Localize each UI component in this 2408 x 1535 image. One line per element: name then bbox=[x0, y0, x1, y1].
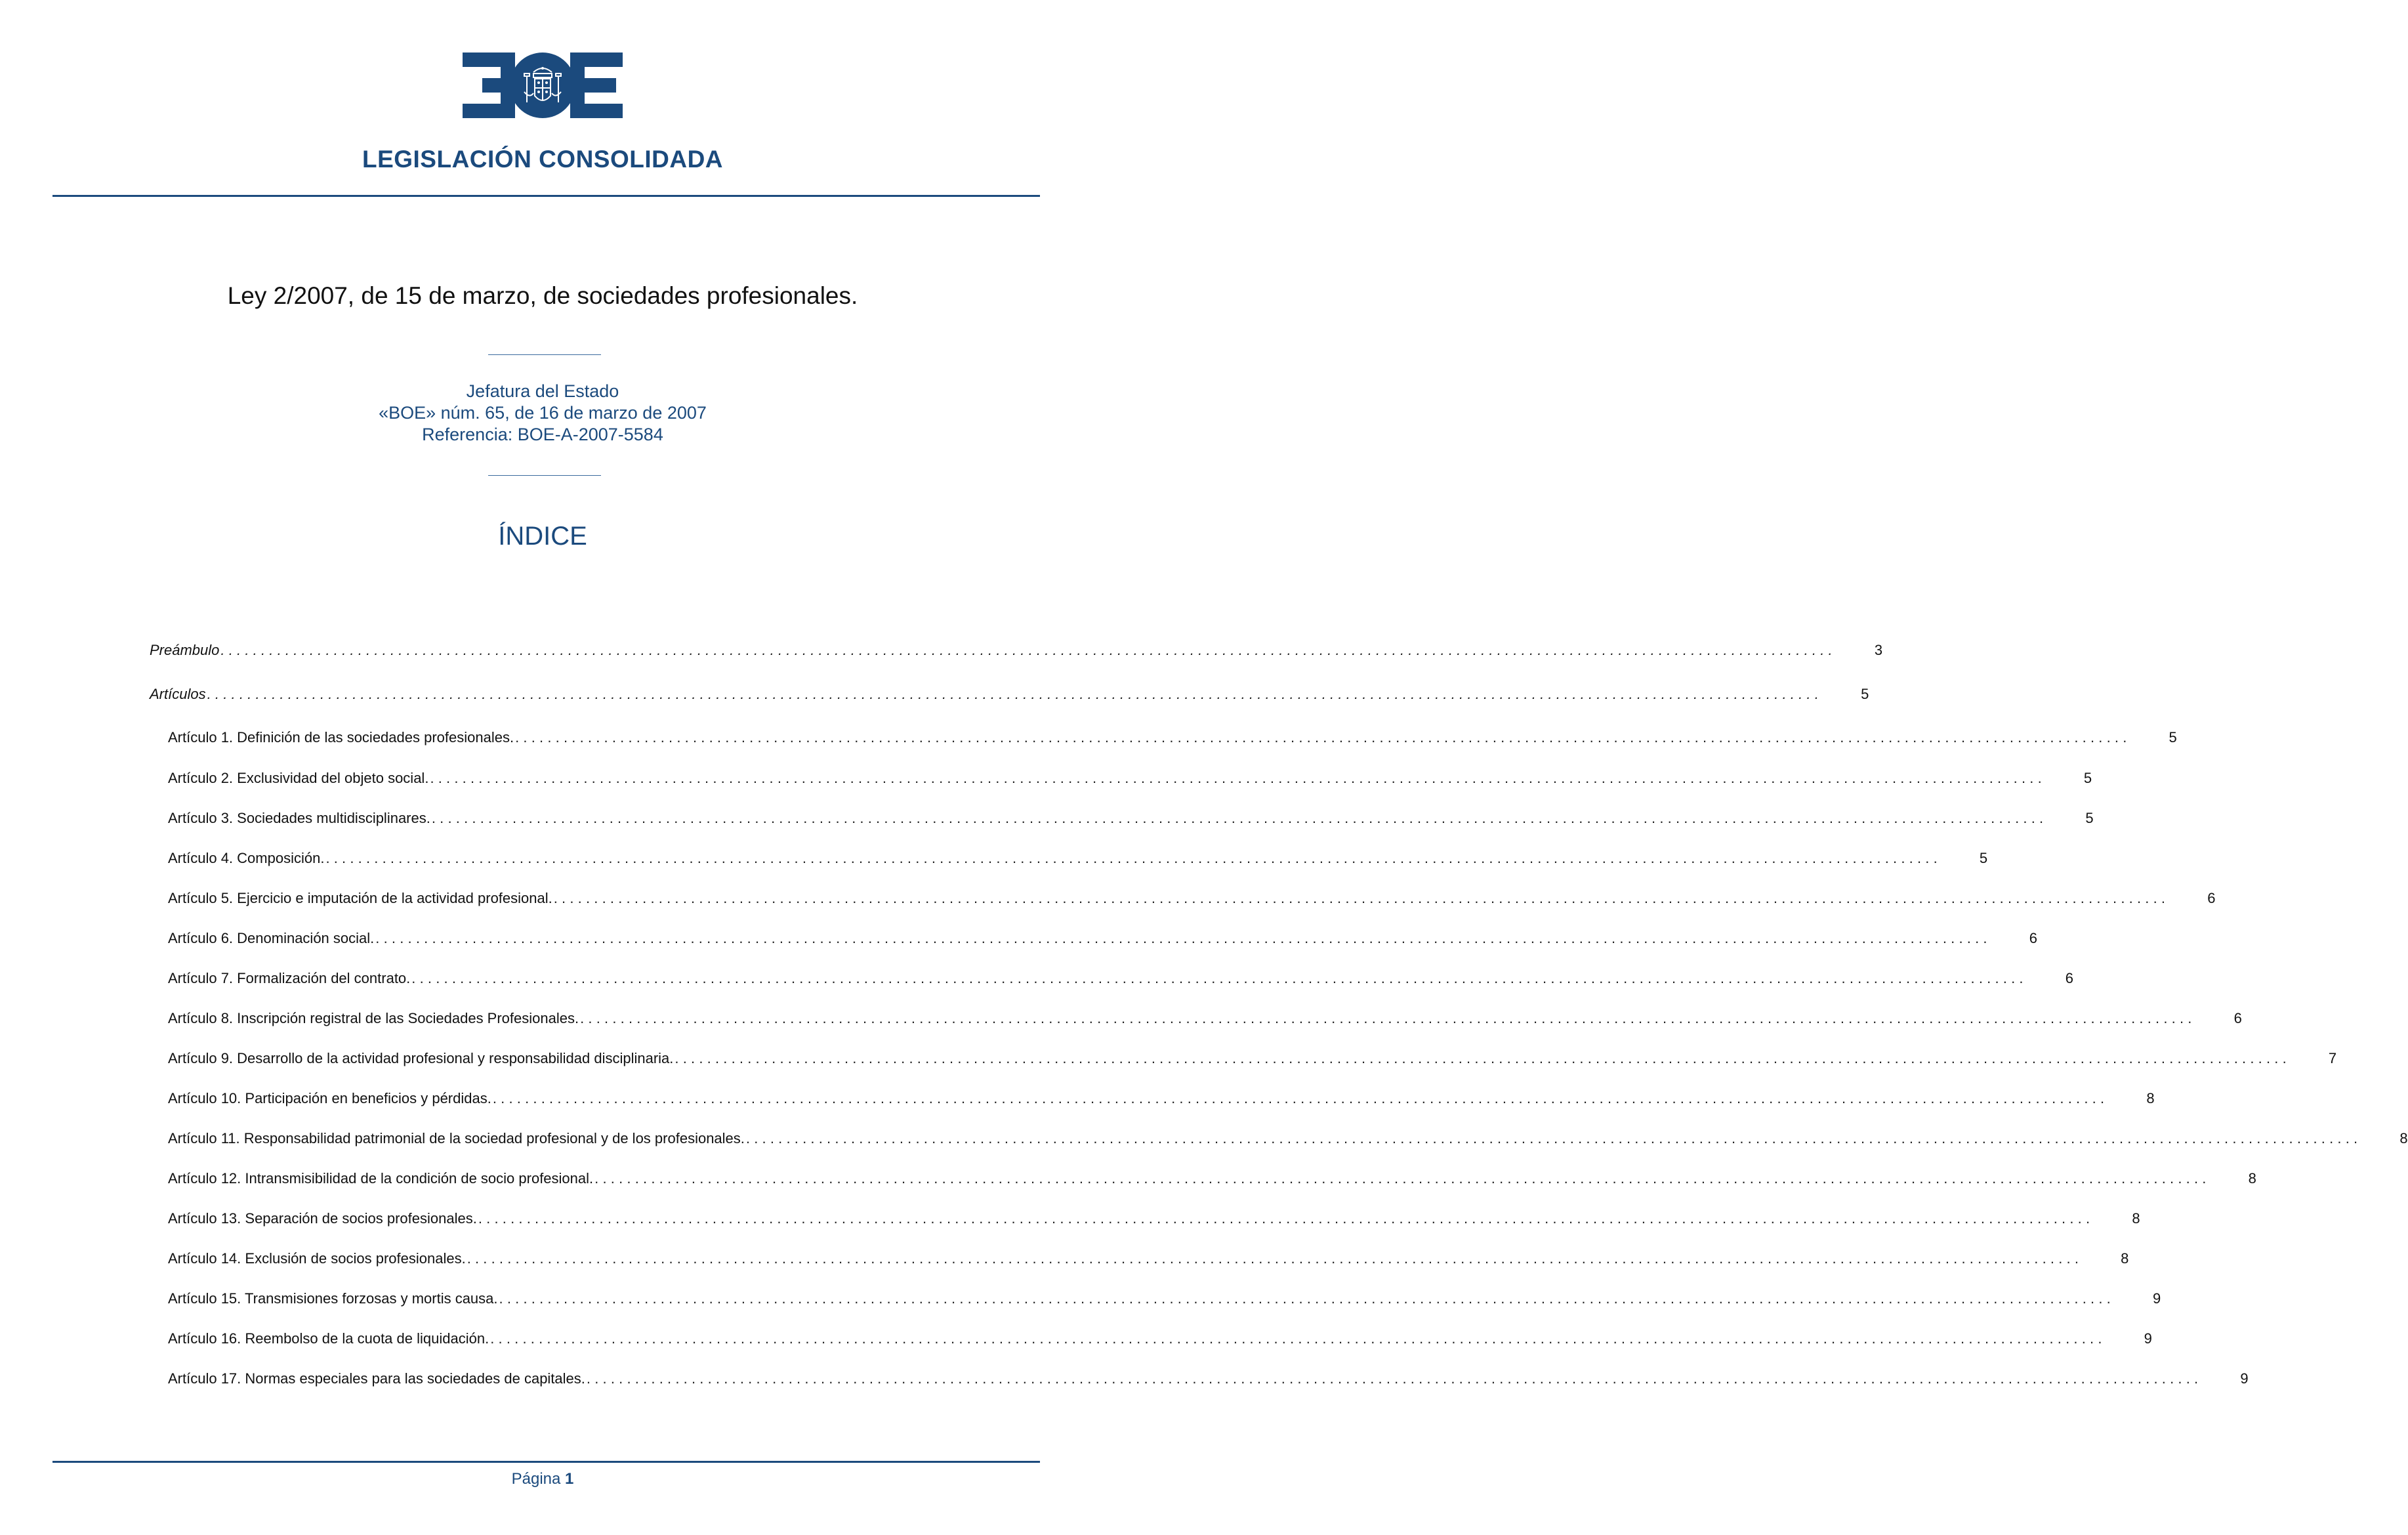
toc-article-entry[interactable] bbox=[168, 1290, 2161, 1313]
footer-divider bbox=[52, 1461, 1040, 1463]
toc-article-entry[interactable] bbox=[168, 1050, 2337, 1072]
toc-entry-page: 9 bbox=[2240, 1370, 2249, 1387]
toc-article-entry[interactable] bbox=[168, 1250, 2129, 1272]
toc-entry-label: Artículo 16. Reembolso de la cuota de liquidación. bbox=[168, 1330, 489, 1347]
toc-entry-label: Artículo 11. Responsabilidad patrimonial de la sociedad profesional y de los profesionales. bbox=[168, 1130, 745, 1146]
toc-dot-leader: ........................................................................................................................................................................................................ bbox=[220, 642, 1837, 658]
toc-dot-leader: ........................................................................................................................................................................................................ bbox=[586, 1370, 2203, 1387]
toc-dot-leader: ........................................................................................................................................................................................................ bbox=[431, 810, 2048, 826]
toc-entry-page: 3 bbox=[1874, 642, 1883, 658]
toc-entry-page: 6 bbox=[2065, 970, 2073, 986]
footer-page-number: 1 bbox=[565, 1470, 574, 1488]
toc-dot-leader: ........................................................................................................................................................................................................ bbox=[430, 770, 2046, 786]
toc-entry-page: 9 bbox=[2144, 1330, 2152, 1347]
toc-entry-label: Artículo 12. Intransmisibilidad de la condición de socio profesional. bbox=[168, 1170, 594, 1187]
boe-logo-letter-o bbox=[510, 53, 575, 118]
toc-dot-leader: ........................................................................................................................................................................................................ bbox=[207, 686, 1823, 702]
toc-article-entry[interactable] bbox=[168, 1370, 2249, 1393]
toc-article-entry[interactable] bbox=[168, 1090, 2155, 1112]
toc-entry-label: Artículo 8. Inscripción registral de las Sociedades Profesionales. bbox=[168, 1010, 579, 1026]
toc-article-entry[interactable] bbox=[168, 729, 2177, 751]
toc-dot-leader: ........................................................................................................................................................................................................ bbox=[467, 1250, 2083, 1267]
toc-dot-leader: ........................................................................................................................................................................................................ bbox=[478, 1210, 2094, 1227]
toc-entry-label: Preámbulo bbox=[150, 642, 220, 658]
toc-entry-label: Artículos bbox=[150, 686, 206, 702]
toc-article-entry[interactable] bbox=[168, 770, 2092, 792]
toc-entry-label: Artículo 13. Separación de socios profesionales. bbox=[168, 1210, 477, 1227]
toc-dot-leader: ........................................................................................................................................................................................................ bbox=[553, 890, 2170, 906]
toc-entry-label: Artículo 3. Sociedades multidisciplinares. bbox=[168, 810, 430, 826]
toc-entry-page: 9 bbox=[2153, 1290, 2161, 1307]
toc-entry-label: Artículo 15. Transmisiones forzosas y mortis causa. bbox=[168, 1290, 498, 1307]
title-separator bbox=[488, 354, 601, 355]
toc-entry-page: 6 bbox=[2233, 1010, 2242, 1026]
header-title: LEGISLACIÓN CONSOLIDADA bbox=[362, 146, 724, 173]
toc-article-entry[interactable] bbox=[168, 970, 2073, 992]
toc-entry-page: 8 bbox=[2146, 1090, 2155, 1106]
index-title: ÍNDICE bbox=[498, 522, 587, 551]
toc-entry-label: Artículo 9. Desarrollo de la actividad profesional y responsabilidad disciplinaria. bbox=[168, 1050, 674, 1066]
toc-dot-leader: ........................................................................................................................................................................................................ bbox=[675, 1050, 2291, 1066]
toc-dot-leader: ........................................................................................................................................................................................................ bbox=[411, 970, 2027, 986]
toc-entry-page: 5 bbox=[1979, 850, 1988, 866]
toc-dot-leader: ........................................................................................................................................................................................................ bbox=[745, 1130, 2362, 1146]
toc-article-entry[interactable] bbox=[168, 930, 2037, 952]
toc-entry-label: Artículo 4. Composición. bbox=[168, 850, 325, 866]
toc-entry-label: Artículo 1. Definición de las sociedades profesionales. bbox=[168, 729, 514, 746]
toc-entry-page: 5 bbox=[2083, 770, 2092, 786]
document-reference: Referencia: BOE-A-2007-5584 bbox=[422, 425, 663, 444]
boe-logo-letter-b bbox=[463, 53, 515, 118]
toc-entry-label: Artículo 17. Normas especiales para las sociedades de capitales. bbox=[168, 1370, 585, 1387]
toc-article-entry[interactable] bbox=[168, 1170, 2256, 1192]
toc-article-entry[interactable] bbox=[168, 1010, 2242, 1032]
toc-entry-page: 5 bbox=[1861, 686, 1869, 702]
toc-entry-page: 8 bbox=[2121, 1250, 2129, 1267]
toc-dot-leader: ........................................................................................................................................................................................................ bbox=[515, 729, 2131, 746]
toc-dot-leader: ........................................................................................................................................................................................................ bbox=[594, 1170, 2211, 1187]
toc-article-entry[interactable] bbox=[168, 890, 2216, 912]
toc-entry-label: Artículo 2. Exclusividad del objeto social. bbox=[168, 770, 429, 786]
toc-entry-label: Artículo 14. Exclusión de socios profesionales. bbox=[168, 1250, 466, 1267]
toc-entry-page: 5 bbox=[2085, 810, 2094, 826]
toc-entry-page: 8 bbox=[2399, 1130, 2408, 1146]
toc-section-entry[interactable] bbox=[150, 686, 1869, 708]
toc-entry-page: 5 bbox=[2169, 729, 2177, 746]
toc-entry-label: Artículo 5. Ejercicio e imputación de la actividad profesional. bbox=[168, 890, 552, 906]
toc-article-entry[interactable] bbox=[168, 1210, 2140, 1232]
toc-entry-page: 6 bbox=[2207, 890, 2216, 906]
toc-entry-label: Artículo 6. Denominación social. bbox=[168, 930, 375, 946]
footer-page-label: Página bbox=[511, 1470, 561, 1488]
toc-dot-leader: ........................................................................................................................................................................................................ bbox=[580, 1010, 2196, 1026]
boe-logo-letter-e bbox=[570, 53, 623, 118]
logo-container bbox=[0, 53, 1085, 118]
toc-dot-leader: ........................................................................................................................................................................................................ bbox=[499, 1290, 2115, 1307]
page-footer bbox=[0, 1470, 1085, 1488]
metadata-separator bbox=[488, 475, 601, 476]
boe-logo bbox=[463, 53, 623, 118]
toc-dot-leader: ........................................................................................................................................................................................................ bbox=[375, 930, 1991, 946]
toc-article-entry[interactable] bbox=[168, 1130, 2408, 1152]
toc-entry-page: 7 bbox=[2328, 1050, 2337, 1066]
toc-entry-label: Artículo 7. Formalización del contrato. bbox=[168, 970, 411, 986]
toc-entry-label: Artículo 10. Participación en beneficios y pérdidas. bbox=[168, 1090, 491, 1106]
toc-section-entry[interactable] bbox=[150, 642, 1883, 664]
document-metadata bbox=[0, 381, 1085, 446]
toc-article-entry[interactable] bbox=[168, 1330, 2152, 1353]
toc-entry-page: 6 bbox=[2029, 930, 2037, 946]
toc-article-entry[interactable] bbox=[168, 850, 1988, 872]
header-divider bbox=[52, 195, 1040, 197]
toc-dot-leader: ........................................................................................................................................................................................................ bbox=[490, 1330, 2106, 1347]
toc-dot-leader: ........................................................................................................................................................................................................ bbox=[492, 1090, 2109, 1106]
toc-article-entry[interactable] bbox=[168, 810, 2094, 832]
document-title: Ley 2/2007, de 15 de marzo, de sociedades profesionales. bbox=[227, 282, 858, 309]
toc-dot-leader: ........................................................................................................................................................................................................ bbox=[325, 850, 1941, 866]
document-issuer: Jefatura del Estado bbox=[466, 381, 619, 401]
toc-entry-page: 8 bbox=[2248, 1170, 2256, 1187]
document-publication: «BOE» núm. 65, de 16 de marzo de 2007 bbox=[379, 403, 707, 423]
toc-entry-page: 8 bbox=[2132, 1210, 2140, 1227]
